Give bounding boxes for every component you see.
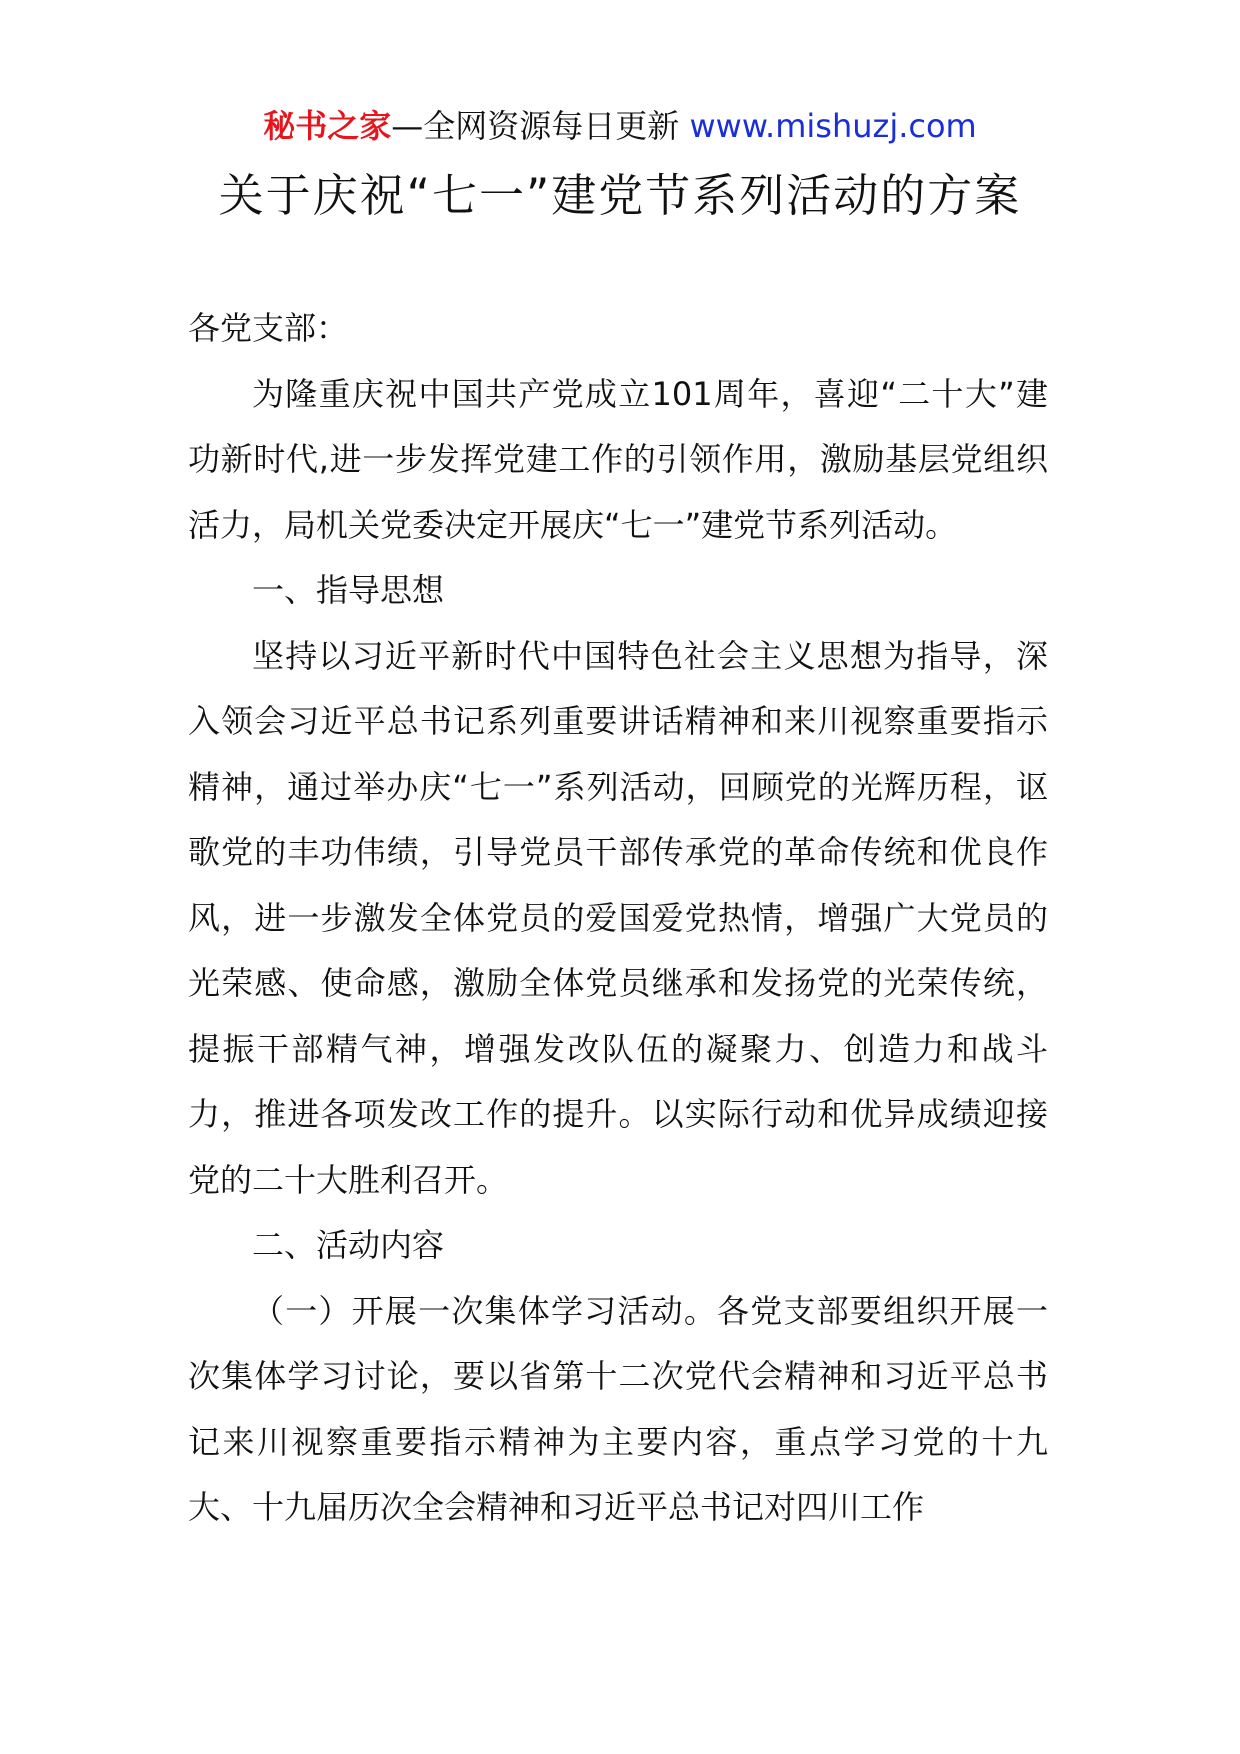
section1-heading: 一、指导思想 [252, 571, 445, 609]
site-tagline: —全网资源每日更新 [391, 107, 690, 145]
document-body [188, 296, 1048, 1541]
section2-heading: 二、活动内容 [252, 1226, 445, 1264]
section2-item1-paragraph: （一）开展一次集体学习活动。各党支部要组织开展一次集体学习讨论，要以省第十二次党代会精神和习近平总书记来川视察重要指示精神为主要内容，重点学习党的十九大、十九届历次全会精神和习近平总书记对四川工作 [188, 1291, 1048, 1526]
salutation: 各党支部： [188, 309, 349, 347]
section1-paragraph: 坚持以习近平新时代中国特色社会主义思想为指导，深入领会习近平总书记系列重要讲话精神和来川视察重要指示精神，通过举办庆“七一”系列活动，回顾党的光辉历程，讴歌党的丰功伟绩，引导党员干部传承党的革命传统和优良作风，进一步激发全体党员的爱国爱党热情，增强广大党员的光荣感、使命感，激励全体党员继承和发扬党的光荣传统，提振干部精气神，增强发改队伍的凝聚力、创造力和战斗力，推进各项发改工作的提升。以实际行动和优异成绩迎接党的二十大胜利召开。 [188, 636, 1048, 1199]
site-header [0, 104, 1240, 148]
intro-paragraph: 为隆重庆祝中国共产党成立101周年，喜迎“二十大”建功新时代,进一步发挥党建工作的引领作用，激励基层党组织活力，局机关党委决定开展庆“七一”建党节系列活动。 [188, 374, 1048, 544]
site-url-link[interactable]: www.mishuzj.com [689, 107, 977, 145]
document-title: 关于庆祝“七一”建党节系列活动的方案 [218, 169, 1022, 222]
brand-name: 秘书之家 [263, 107, 392, 145]
